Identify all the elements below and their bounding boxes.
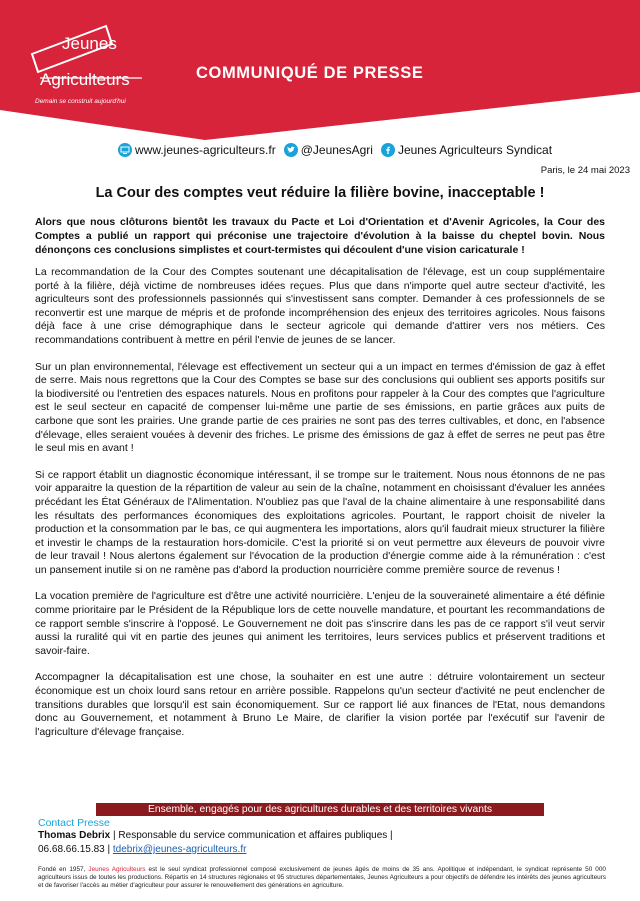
contact-phone: 06.68.66.15.83 | (38, 844, 113, 855)
facebook-text: Jeunes Agriculteurs Syndicat (397, 143, 553, 157)
footer-brand: Jeunes Agriculteurs (88, 866, 146, 873)
lead-paragraph: Alors que nous clôturons bientôt les travaux du Pacte et Loi d'Orientation et d'Avenir Agricoles, la Cour des Comptes a publié un rapport qui préconise une trajectoire d'évolution à la baisse du cheptel bovin. Nous dénonçons ces conclusions simplistes et court-termistes qui découlent d'une vision caricaturale ! (35, 216, 605, 256)
paragraph: Sur un plan environnemental, l'élevage est effectivement un secteur qui a un impact en termes d'émission de gaz à effet de serre. Mais nous regrettons que la Cour des Comptes se base sur des conclusions qui oublient ses apports positifs sur la biodiversité ou l'entretien des espaces naturels. Nous en profitons pour rappeler à la Cour des comptes que l'agriculture est le seul secteur en capacité de compenser lui-même une partie de ses émissions, en partie grâces aux puits de carbone que sont les prairies. Une grande partie de ces prairies ne sont pas des terres cultivables, et donc, en l'absence d'élevage, elles seraient vouées à devenir des friches. Le prisme des émissions de gaz à effet de serres ne peut pas être le seul mis en avant ! (35, 360, 605, 455)
logo-text-jeunes: Jeunes (62, 34, 117, 53)
footer-text: est le seul syndicat professionnel composé exclusivement de jeunes âgés de moins de 35 ans. Apolitique et indépendant, le syndicat représente 50 000 agriculteurs issus de toutes les productions. Répartis en 14 structures régionales et 95 structures départementales, Jeunes Agriculteurs a pour objectifs de défendre les intérêts des jeunes agriculteurs et de favoriser l'accès au métier d'agriculteur pour assurer le renouvellement des générations en agriculture. (38, 866, 606, 889)
paragraph: Accompagner la décapitalisation est une chose, la souhaiter en est une autre : détruire volontairement un secteur économique est un choix lourd sans retour en arrière possible. Rappelons qu'un secteur d'activité ne peut enclencher de transitions durables que lorsqu'il est sain économiquement. Sur ce rapport lié aux finances de l'Etat, nous demandons donc au Gouvernement, et notamment à Bruno Le Maire, de clarifier la vision portée par l'exécutif sur l'avenir de l'agriculture d'élevage française. (35, 671, 605, 738)
twitter-icon (284, 143, 298, 157)
paragraph: La vocation première de l'agriculture est d'être une activité nourricière. L'enjeu de la souveraineté alimentaire a été définie comme prioritaire par le Président de la République lors de cette nouvelle mandature, et pourtant les recommandations de ce rapport semble s'inscrire à l'opposé. Le Gouvernement ne doit pas s'inscrire dans les pas de ce rapport s'il veut servir aussi la ruralité qui vit en partie des jeunes qui animent les territoires, leurs services publics et préservent traditions et savoir-faire. (35, 590, 605, 657)
facebook-icon (381, 143, 395, 157)
footer-about (38, 866, 606, 890)
slogan-banner: Ensemble, engagés pour des agricultures durables et des territoires vivants (96, 803, 544, 816)
twitter-link[interactable] (284, 143, 373, 157)
contacts-row (118, 141, 638, 159)
facebook-link[interactable] (381, 143, 552, 157)
logo-tagline: Demain se construit aujourd'hui (35, 98, 126, 105)
paragraph: La recommandation de la Cour des Comptes soutenant une décapitalisation de l'élevage, est un coup supplémentaire porté à la filière, déjà victime de nombreuses idées reçues. Plus que dans n'importe quel autre secteur d'activité, les agriculteurs sont des professionnels passionnés qui s'investissent sans compter. Demander à ces professionnels de se reconvertir est une marque de mépris et de profonde incompréhension des enjeux des territoires agricoles. Nous faisons déjà face à une crise démographique dans le secteur agricole qui demande d'attirer vers nos métiers. Ces recommandations contribuent à mettre en péril l'envie de jeunes de se lancer. (35, 266, 605, 346)
contact-person (38, 830, 393, 841)
website-text: www.jeunes-agriculteurs.fr (135, 143, 276, 157)
headline: La Cour des comptes veut réduire la filière bovine, inacceptable ! (95, 185, 545, 201)
press-date: Paris, le 24 mai 2023 (540, 165, 630, 176)
contact-name: Thomas Debrix (38, 830, 111, 841)
contact-email-link[interactable]: tdebrix@jeunes-agriculteurs.fr (112, 844, 247, 855)
website-link[interactable] (118, 143, 276, 157)
press-release-title: COMMUNIQUÉ DE PRESSE (196, 64, 424, 82)
contact-details (38, 844, 246, 855)
body-text (35, 266, 605, 752)
footer-prefix: Fondé en 1957, (38, 866, 89, 873)
logo-text-agriculteurs: Agriculteurs (40, 70, 130, 89)
web-icon (118, 143, 132, 157)
contact-title: Contact Presse (38, 817, 110, 829)
twitter-text: @JeunesAgri (300, 143, 373, 157)
contact-role: | Responsable du service communication et affaires publiques | (110, 830, 393, 841)
paragraph: Si ce rapport établit un diagnostic économique intéressant, il se trompe sur le traitement. Nous nous étonnons de ne pas voir apparaitre la question de la répartition de valeur au sein de la chaîne, notamment en choisissant d'évaluer les années précédant les État Généraux de l'Alimentation. N'oubliez pas que l'aval de la chaine alimentaire à une responsabilité dans les résultats des performances économiques des exploitations agricoles. Pourtant, le rapport choisit de niveler la production et la consommation par le bas, ce qui augmentera les importations, alors qu'il faudrait mieux structurer la filière et investir le champs de la restauration hors-domicile. C'est la priorité si on veut permettre aux éleveurs de pouvoir vivre de leur travail ! Nous alertons également sur l'évocation de la production d'énergie comme aide à la rémunération : c'est un pansement inutile si on ne ramène pas d'abord la production nourricière comme première source de revenus ! (35, 468, 605, 576)
